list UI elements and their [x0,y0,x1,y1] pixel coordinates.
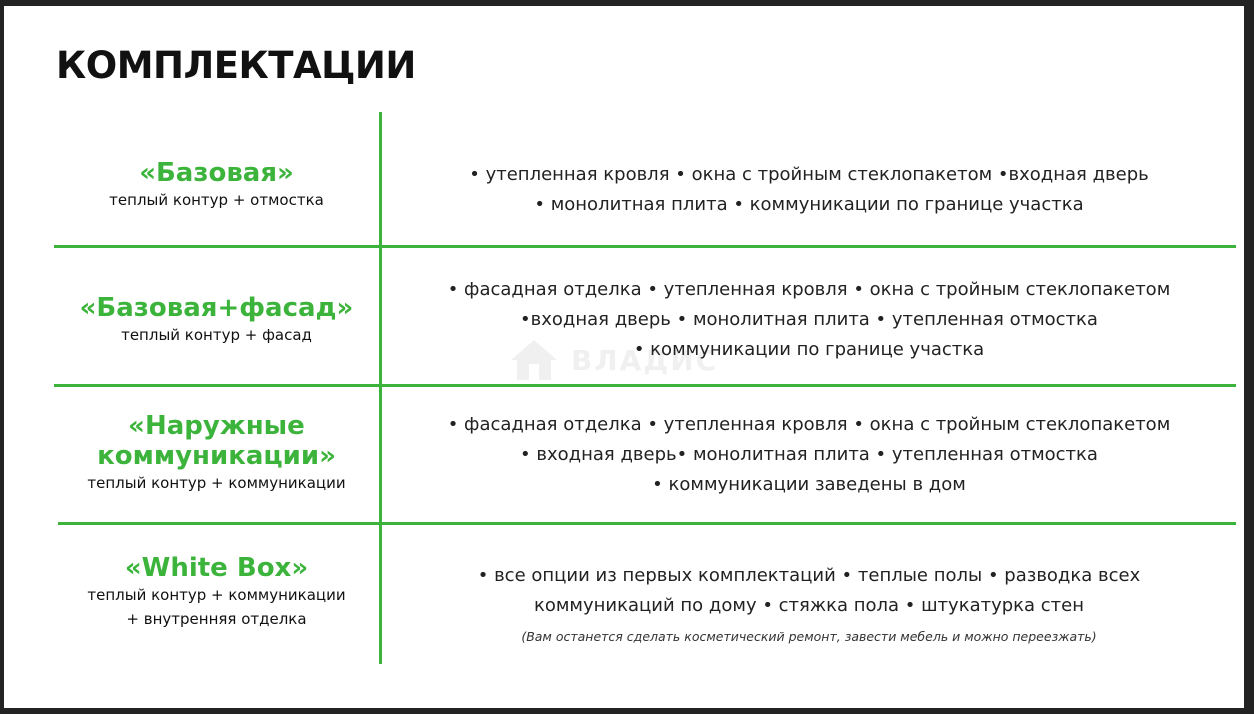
row-divider-1 [54,245,1236,248]
feature-line: •входная дверь • монолитная плита • утепленная отмостка [520,309,1098,330]
package-description: теплый контур + отмостка [109,191,324,209]
watermark-text: ВЛАДИС [571,344,719,377]
package-basic-facade-features [382,275,1236,365]
package-name: коммуникации» [97,441,336,471]
package-name: «Наружные [128,411,305,441]
feature-line: коммуникаций по дому • стяжка пола • штукатурка стен [533,595,1085,616]
package-description: теплый контур + коммуникации [87,586,346,604]
row-divider-2 [54,384,1236,387]
package-note: (Вам останется сделать косметический ремонт, завести мебель и можно переезжать) [521,629,1097,644]
package-white-box-features [382,561,1236,647]
feature-line: • монолитная плита • коммуникации по границе участка [534,194,1084,215]
feature-line: • коммуникации заведены в дом [652,474,966,495]
package-name: «Базовая+фасад» [79,293,354,323]
feature-line: • фасадная отделка • утепленная кровля • окна с тройным стеклопакетом [447,279,1171,300]
package-basic-facade [54,293,379,347]
feature-line: • утепленная кровля • окна с тройным стеклопакетом •входная дверь [469,164,1149,185]
slide [4,6,1244,708]
package-description: теплый контур + фасад [121,326,312,344]
package-white-box [54,553,379,631]
row-divider-3 [58,522,1236,525]
package-description: теплый контур + коммуникации [87,474,346,492]
package-basic-features [382,160,1236,220]
package-description: + внутренняя отделка [126,610,307,628]
page-title: КОМПЛЕКТАЦИИ [56,44,416,87]
package-external-utilities [54,411,379,495]
package-external-utilities-features [382,410,1236,500]
package-name: «Базовая» [139,158,294,188]
feature-line: • фасадная отделка • утепленная кровля • окна с тройным стеклопакетом [447,414,1171,435]
feature-line: • все опции из первых комплектаций • теплые полы • разводка всех [477,565,1141,586]
package-name: «White Box» [124,553,309,583]
feature-line: • коммуникации по границе участка [633,339,985,360]
package-basic [54,158,379,212]
feature-line: • входная дверь• монолитная плита • утепленная отмостка [520,444,1098,465]
